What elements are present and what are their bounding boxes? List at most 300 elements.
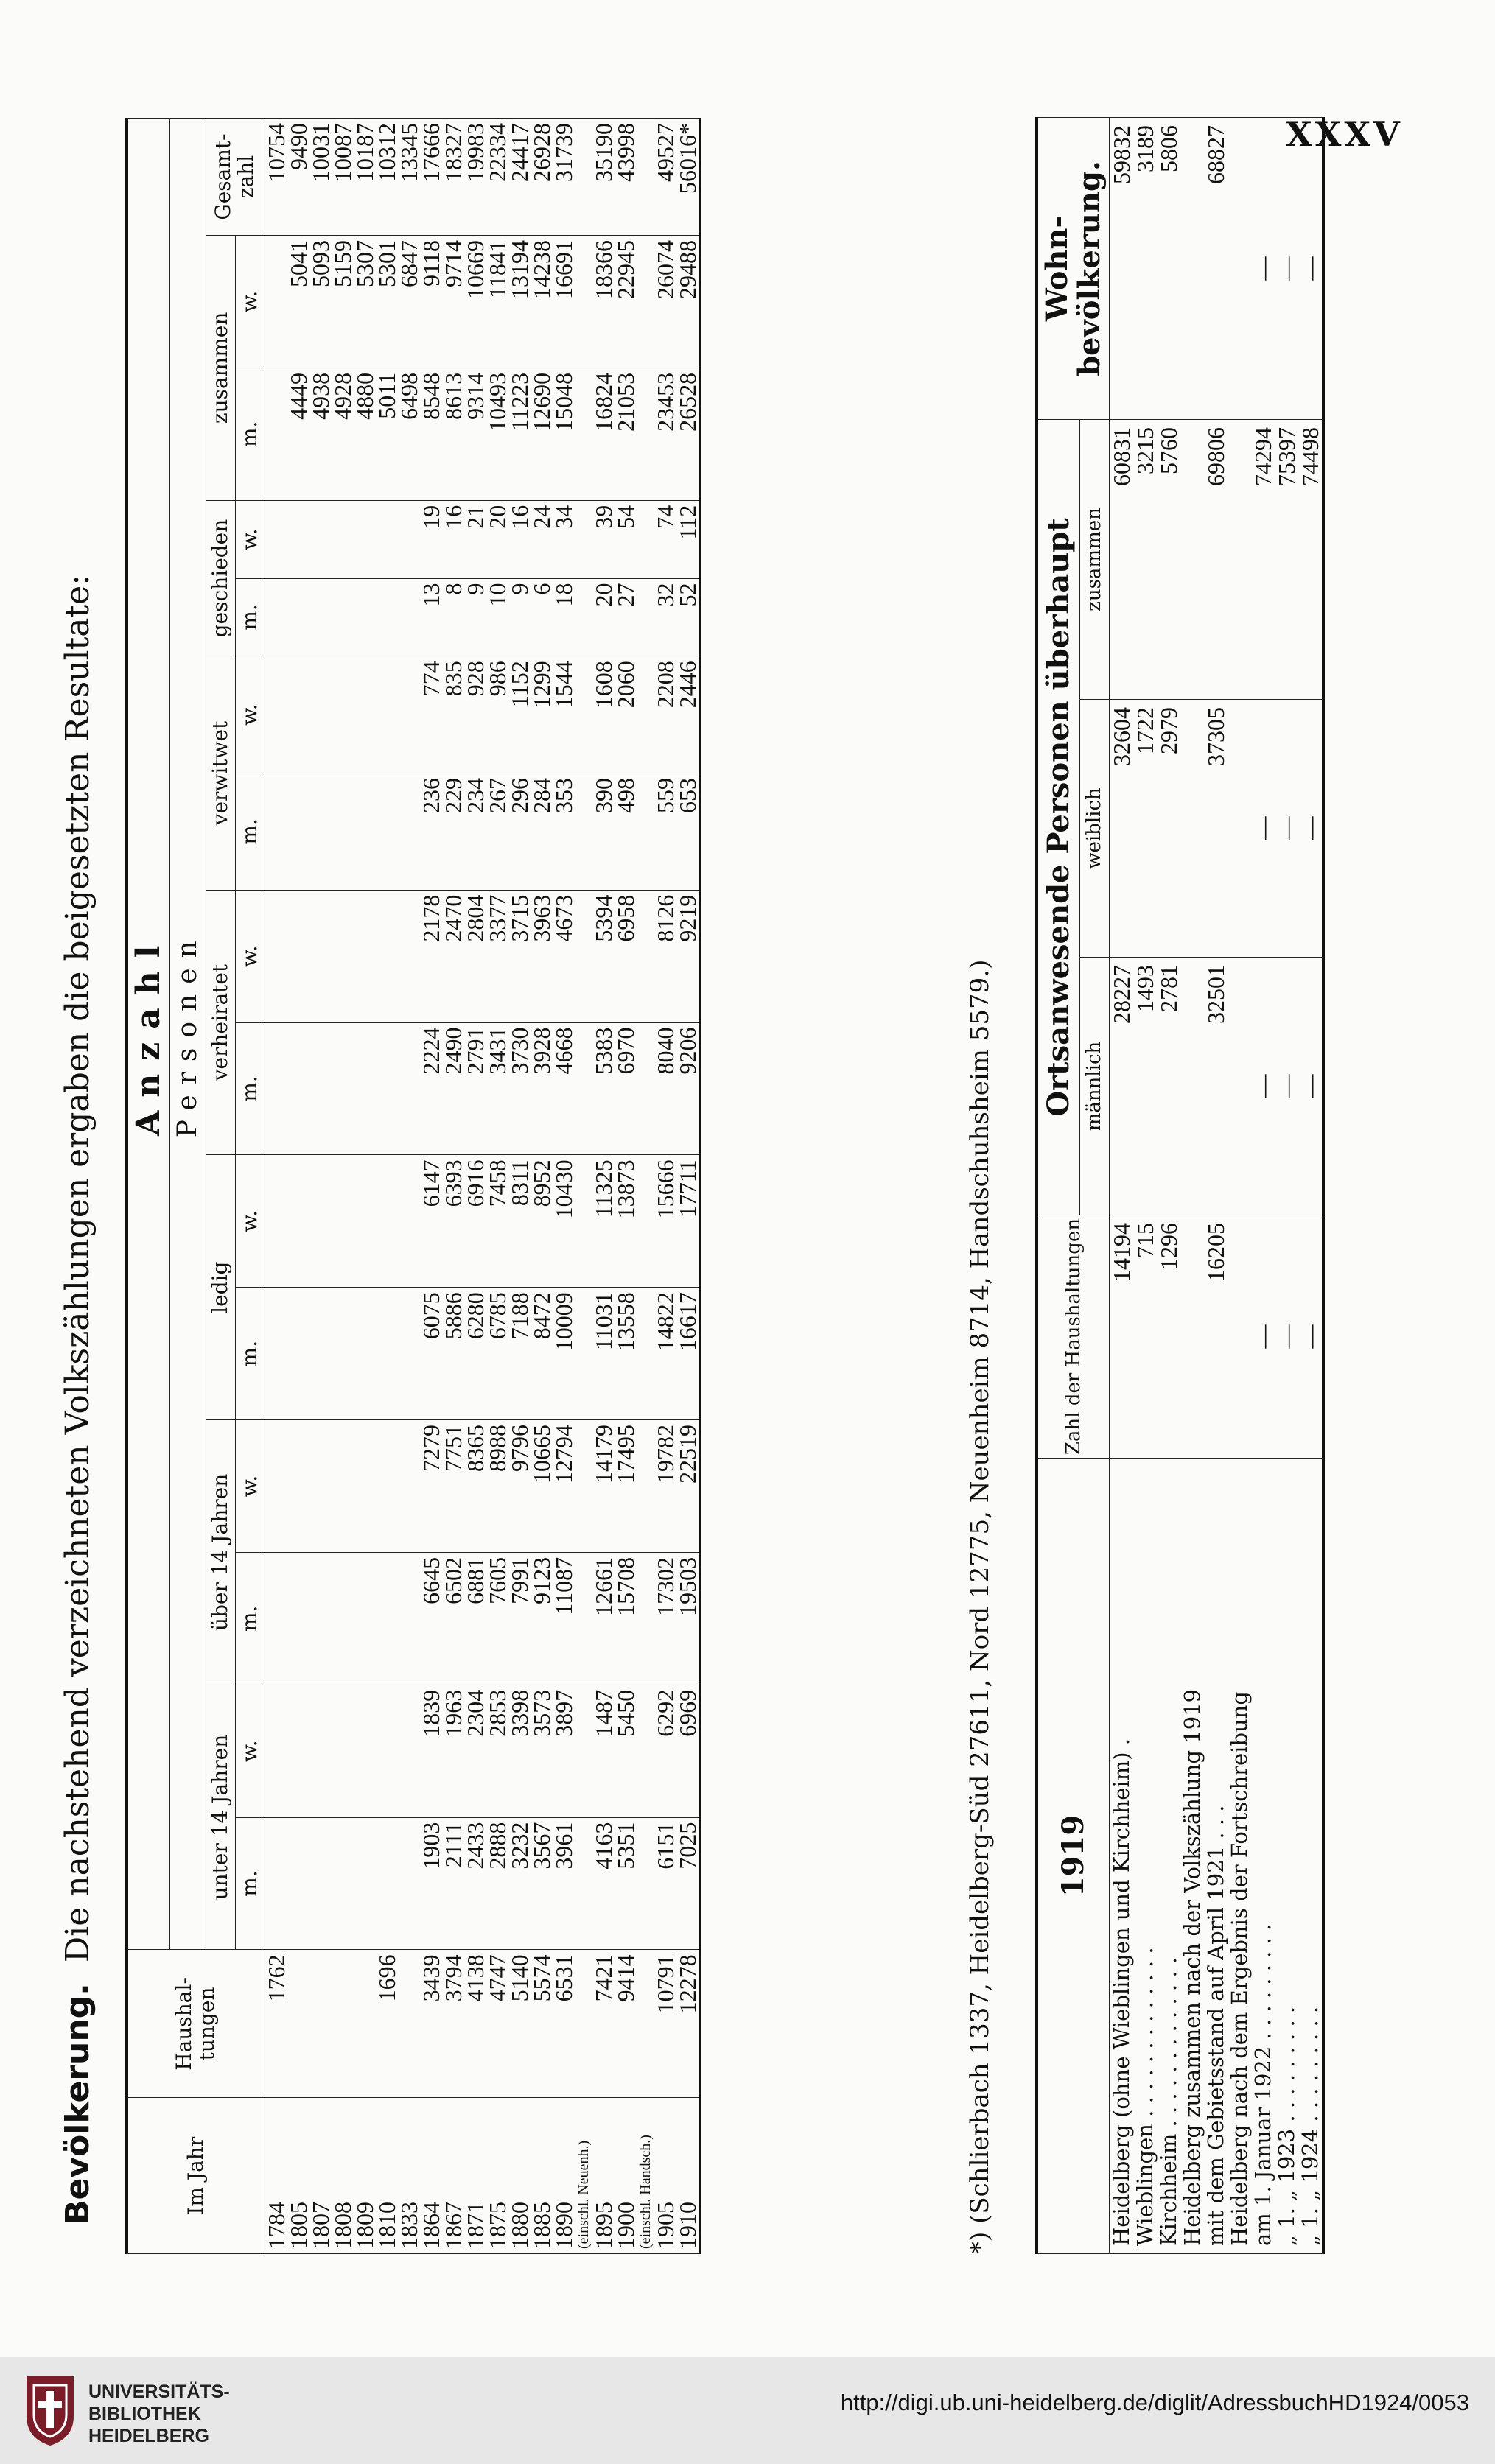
table-cell: 15708 (615, 1552, 637, 1685)
table-row (1228, 118, 1251, 2254)
table-cell: 43998 (615, 119, 637, 236)
table-cell: — (1275, 700, 1298, 958)
year-cell: 1808 (332, 2098, 354, 2254)
table-cell (287, 1817, 309, 1950)
header-m: m. (235, 1022, 265, 1155)
table-row (287, 119, 309, 2254)
table-cell (575, 1022, 592, 1155)
table-cell: 10430 (553, 1155, 575, 1288)
row-label: „ 1. „ 1924 . . . . . . . . . (1298, 1459, 1323, 2254)
table-cell: 5140 (508, 1950, 531, 2098)
table-cell: 8613 (442, 368, 464, 500)
table-cell: 3573 (531, 1685, 553, 1817)
table-cell: 10791 (654, 1950, 676, 2098)
table-cell (332, 1420, 354, 1553)
table-cell: 18 (553, 578, 575, 656)
table-cell: 6958 (615, 890, 637, 1022)
table-cell: 8988 (486, 1420, 508, 1553)
table-cell: 7421 (592, 1950, 615, 2098)
table-cell (1228, 118, 1251, 420)
year-cell: 1871 (464, 2098, 486, 2254)
table-cell (309, 1552, 332, 1685)
table-cell (309, 1420, 332, 1553)
table-cell: 13345 (398, 119, 420, 236)
table-cell (265, 1022, 287, 1155)
table-row (420, 119, 442, 2254)
table-cell: 234 (464, 773, 486, 890)
table-cell: 60831 (1110, 420, 1134, 700)
table-cell (309, 1022, 332, 1155)
table-cell: 6881 (464, 1552, 486, 1685)
table-cell: 8548 (420, 368, 442, 500)
table-cell: — (1298, 1215, 1323, 1459)
table-cell: 59832 (1110, 118, 1134, 420)
table-cell: 6280 (464, 1288, 486, 1420)
table-cell: 1493 (1133, 958, 1157, 1215)
table-cell (575, 1685, 592, 1817)
year-cell: 1833 (398, 2098, 420, 2254)
table-cell: 653 (676, 773, 700, 890)
table-cell (332, 1155, 354, 1288)
table-cell: 69806 (1204, 420, 1228, 700)
table-cell: 9414 (615, 1950, 637, 2098)
table-cell: 4163 (592, 1817, 615, 1950)
table-cell: 4880 (354, 368, 376, 500)
table-cell: 3398 (508, 1685, 531, 1817)
table-cell: 835 (442, 656, 464, 773)
table-cell (1180, 958, 1204, 1215)
table-cell (637, 1288, 654, 1420)
table-cell: 37305 (1204, 700, 1228, 958)
table-cell: 6 (531, 578, 553, 656)
table-cell: 6531 (553, 1950, 575, 2098)
table-cell (265, 578, 287, 656)
col-households: Haushal-tungen (127, 1950, 265, 2098)
table-cell: 1296 (1157, 1215, 1180, 1459)
census-table-body (262, 119, 701, 2254)
table-cell: 5574 (531, 1950, 553, 2098)
page-number: XXXV (1286, 114, 1403, 154)
table-cell (376, 500, 398, 578)
table-cell (575, 1950, 592, 2098)
table-cell: 3961 (553, 1817, 575, 1950)
source-url[interactable]: http://digi.ub.uni-heidelberg.de/diglit/AdressbuchHD1924/0053 (840, 2390, 1469, 2415)
table-cell (398, 1950, 420, 2098)
table-cell (265, 1685, 287, 1817)
table-cell: 12794 (553, 1420, 575, 1553)
header-divorced: geschieden (206, 500, 235, 656)
table-cell: 32501 (1204, 958, 1228, 1215)
table-row (676, 119, 700, 2254)
table-cell: 3963 (531, 890, 553, 1022)
table-cell: 31739 (553, 119, 575, 236)
table-cell (1180, 1215, 1204, 1459)
table-cell (575, 1155, 592, 1288)
table-note-row (637, 119, 654, 2254)
table-cell (398, 1022, 420, 1155)
table-cell: — (1275, 118, 1298, 420)
table-cell: 6969 (676, 1685, 700, 1817)
footer-bar (0, 2357, 1495, 2464)
table-cell: 26528 (676, 368, 700, 500)
table-cell: 7751 (442, 1420, 464, 1553)
table-cell: 2888 (486, 1817, 508, 1950)
table-cell (376, 1288, 398, 1420)
table-cell: 75397 (1275, 420, 1298, 700)
rotated-content (44, 29, 1459, 2328)
table-cell: 9796 (508, 1420, 531, 1553)
table-cell (354, 1552, 376, 1685)
table-cell (637, 1552, 654, 1685)
table-cell (309, 1950, 332, 2098)
table-cell: 2470 (442, 890, 464, 1022)
year-cell: 1809 (354, 2098, 376, 2254)
table-cell (575, 1817, 592, 1950)
table-cell (309, 890, 332, 1022)
table-cell: 18366 (592, 236, 615, 368)
table-cell: 14194 (1110, 1215, 1134, 1459)
table-cell: 2224 (420, 1022, 442, 1155)
table-cell (575, 500, 592, 578)
table-cell (332, 656, 354, 773)
table-cell: 5886 (442, 1288, 464, 1420)
table-cell: 3377 (486, 890, 508, 1022)
table-cell: 6847 (398, 236, 420, 368)
table-row (1275, 118, 1298, 2254)
header-together: zusammen (206, 236, 235, 501)
header-w: w. (235, 236, 265, 368)
table-cell (575, 890, 592, 1022)
table-row (1251, 118, 1275, 2254)
table-cell: 9 (508, 578, 531, 656)
header-anzahl: Anzahl (127, 119, 170, 1950)
table-cell: 1608 (592, 656, 615, 773)
table-cell (354, 578, 376, 656)
table-cell: 986 (486, 656, 508, 773)
table-row (376, 119, 398, 2254)
table-cell (637, 236, 654, 368)
table-row (1180, 118, 1204, 2254)
table-cell: 7025 (676, 1817, 700, 1950)
table-cell: 5394 (592, 890, 615, 1022)
table-cell (376, 773, 398, 890)
table-cell (287, 1950, 309, 2098)
table-cell: 17302 (654, 1552, 676, 1685)
table-cell: 7279 (420, 1420, 442, 1553)
table-cell: 11087 (553, 1552, 575, 1685)
table-cell: 1722 (1133, 700, 1157, 958)
table-cell: — (1251, 700, 1275, 958)
table-cell: 56016* (676, 119, 700, 236)
row-label: am 1. Januar 1922 . . . . . . . . . (1251, 1459, 1275, 2254)
table-cell (265, 1288, 287, 1420)
table-cell: 4938 (309, 368, 332, 500)
table-cell: 3897 (553, 1685, 575, 1817)
table-cell: 3232 (508, 1817, 531, 1950)
table-cell: — (1298, 958, 1323, 1215)
table-cell: 10312 (376, 119, 398, 236)
table-cell (637, 1155, 654, 1288)
table-cell (354, 1817, 376, 1950)
table-cell: 28227 (1110, 958, 1134, 1215)
header-m: m. (235, 578, 265, 656)
table-cell: 3215 (1133, 420, 1157, 700)
table-cell: 3928 (531, 1022, 553, 1155)
university-seal-icon (22, 2373, 78, 2447)
table-row (332, 119, 354, 2254)
table-cell: — (1298, 700, 1323, 958)
table-1919-body (1110, 118, 1324, 2254)
table-cell: 2178 (420, 890, 442, 1022)
table-cell (287, 500, 309, 578)
table-cell: 13 (420, 578, 442, 656)
table-cell: 16 (442, 500, 464, 578)
table-cell: 236 (420, 773, 442, 890)
header-over14: über 14 Jahren (206, 1420, 235, 1685)
table-cell: 5093 (309, 236, 332, 368)
header-m: m. (235, 1288, 265, 1420)
row-label: mit dem Gebietsstand auf April 1921 . . . (1204, 1459, 1228, 2254)
table-cell (354, 1155, 376, 1288)
table-cell: 10669 (464, 236, 486, 368)
table-cell: — (1275, 1215, 1298, 1459)
table-cell: 9714 (442, 236, 464, 368)
table-cell: 3730 (508, 1022, 531, 1155)
table-cell (287, 773, 309, 890)
header-w: w. (235, 656, 265, 773)
table-cell (332, 1817, 354, 1950)
header-households: Zahl der Haushaltungen (1037, 1215, 1110, 1459)
row-label: Heidelberg (ohne Wieblingen und Kirchheim) . (1110, 1459, 1134, 2254)
table-cell: 6498 (398, 368, 420, 500)
table-cell: 13873 (615, 1155, 637, 1288)
table-cell: 774 (420, 656, 442, 773)
table-cell: 18327 (442, 119, 464, 236)
table-cell: 6292 (654, 1685, 676, 1817)
table-cell (332, 1950, 354, 2098)
table-cell: 32 (654, 578, 676, 656)
table-cell (575, 236, 592, 368)
table-row (442, 119, 464, 2254)
table-cell: 1963 (442, 1685, 464, 1817)
table-cell: 23453 (654, 368, 676, 500)
table-cell (287, 1552, 309, 1685)
table-row (398, 119, 420, 2254)
table-row (615, 119, 637, 2254)
table-row (654, 119, 676, 2254)
table-cell (398, 578, 420, 656)
table-row (1157, 118, 1180, 2254)
table-cell: 29488 (676, 236, 700, 368)
header-female: weiblich (1079, 700, 1109, 958)
table-cell: 21 (464, 500, 486, 578)
table-row (553, 119, 575, 2254)
table-cell (287, 890, 309, 1022)
table-cell (265, 656, 287, 773)
table-cell: 10087 (332, 119, 354, 236)
table-cell: 8365 (464, 1420, 486, 1553)
table-cell (332, 1552, 354, 1685)
table-cell: 8952 (531, 1155, 553, 1288)
table-cell: 16 (508, 500, 531, 578)
table-cell (398, 656, 420, 773)
year-cell: 1890 (553, 2098, 575, 2254)
table-cell: 52 (676, 578, 700, 656)
table-cell: — (1275, 958, 1298, 1215)
table-cell: 2060 (615, 656, 637, 773)
table-cell: 14822 (654, 1288, 676, 1420)
table-cell: 20 (486, 500, 508, 578)
table-cell: 9123 (531, 1552, 553, 1685)
table-cell (287, 1420, 309, 1553)
table-cell: 21053 (615, 368, 637, 500)
header-resident-population: Wohn-bevölkerung. (1037, 118, 1110, 420)
table-cell (376, 890, 398, 1022)
table-cell: 5383 (592, 1022, 615, 1155)
table-cell: 5351 (615, 1817, 637, 1950)
table-cell: 74498 (1298, 420, 1323, 700)
header-w: w. (235, 500, 265, 578)
table-cell: 22334 (486, 119, 508, 236)
table-cell: 8311 (508, 1155, 531, 1288)
table-cell (309, 656, 332, 773)
header-w: w. (235, 890, 265, 1022)
table-cell: 715 (1133, 1215, 1157, 1459)
header-1919: 1919 (1037, 1459, 1110, 2254)
table-cell: 16691 (553, 236, 575, 368)
table-cell: 498 (615, 773, 637, 890)
table-cell (637, 1420, 654, 1553)
table-cell (1180, 420, 1204, 700)
table-1919 (1035, 117, 1325, 2254)
table-cell: 7605 (486, 1552, 508, 1685)
row-label: Kirchheim . . . . . . . . . . . . . (1157, 1459, 1180, 2254)
table-cell (354, 1420, 376, 1553)
year-cell: 1895 (592, 2098, 615, 2254)
table-cell: 10754 (265, 119, 287, 236)
header-m: m. (235, 773, 265, 890)
table-cell (637, 578, 654, 656)
table-cell: 19983 (464, 119, 486, 236)
table-cell: 12278 (676, 1950, 700, 2098)
footnote: *) (Schlierbach 1337, Heidelberg-Süd 27611, Nord 12775, Neuenheim 8714, Handschuhsheim 5579.) (965, 959, 995, 2254)
table-cell (265, 1817, 287, 1950)
table-cell (637, 656, 654, 773)
table-cell: 16205 (1204, 1215, 1228, 1459)
header-w: w. (235, 1420, 265, 1553)
table-cell (575, 1288, 592, 1420)
table-cell: 68827 (1204, 118, 1228, 420)
table-cell: 11031 (592, 1288, 615, 1420)
table-cell: 7188 (508, 1288, 531, 1420)
table-row (354, 119, 376, 2254)
table-cell: 6502 (442, 1552, 464, 1685)
table-cell (287, 1022, 309, 1155)
header-personen: Personen (170, 119, 206, 1950)
table-cell: 6393 (442, 1155, 464, 1288)
table-cell: 5450 (615, 1685, 637, 1817)
table-cell (354, 1685, 376, 1817)
year-cell: 1784 (265, 2098, 287, 2254)
table-cell: 8472 (531, 1288, 553, 1420)
table-cell: 10 (486, 578, 508, 656)
table-cell (398, 1420, 420, 1553)
table-cell (637, 1817, 654, 1950)
table-cell: 3567 (531, 1817, 553, 1950)
table-cell (354, 1288, 376, 1420)
table-cell: 6970 (615, 1022, 637, 1155)
table-cell: 5307 (354, 236, 376, 368)
year-cell: 1880 (508, 2098, 531, 2254)
table-cell: 9206 (676, 1022, 700, 1155)
header-m: m. (235, 1817, 265, 1950)
table-cell (287, 1685, 309, 1817)
table-cell: 5806 (1157, 118, 1180, 420)
table-cell: — (1251, 1215, 1275, 1459)
table-cell (287, 1288, 309, 1420)
table-cell: 112 (676, 500, 700, 578)
table-cell: 49527 (654, 119, 676, 236)
header-present-persons: Ortsanwesende Personen überhaupt (1037, 420, 1079, 1215)
table-cell (265, 890, 287, 1022)
table-cell: 390 (592, 773, 615, 890)
table-cell: 13194 (508, 236, 531, 368)
row-label: Wieblingen . . . . . . . . . . . . . (1133, 1459, 1157, 2254)
table-note-row (575, 119, 592, 2254)
table-cell: 74294 (1251, 420, 1275, 700)
table-cell: 10493 (486, 368, 508, 500)
table-cell: 15666 (654, 1155, 676, 1288)
table-cell: 10665 (531, 1420, 553, 1553)
table-cell: 2111 (442, 1817, 464, 1950)
row-label: „ 1. „ 1923 . . . . . . . . . (1275, 1459, 1298, 2254)
table-cell: 3715 (508, 890, 531, 1022)
header-total: Gesamt-zahl (206, 119, 265, 236)
table-cell: 12690 (531, 368, 553, 500)
table-cell (354, 773, 376, 890)
table-cell: 8 (442, 578, 464, 656)
table-cell: 353 (553, 773, 575, 890)
table-cell: 2490 (442, 1022, 464, 1155)
table-cell (287, 1155, 309, 1288)
table-cell (354, 500, 376, 578)
table-cell (309, 1685, 332, 1817)
table-cell: 11223 (508, 368, 531, 500)
table-cell (332, 773, 354, 890)
header-m: m. (235, 368, 265, 500)
header-under14: unter 14 Jahren (206, 1685, 235, 1950)
heading-title: Bevölkerung. (59, 1983, 97, 2225)
table-row (464, 119, 486, 2254)
table-cell: 5760 (1157, 420, 1180, 700)
table-cell: 9 (464, 578, 486, 656)
table-cell: 24 (531, 500, 553, 578)
table-cell: 267 (486, 773, 508, 890)
table-cell (309, 578, 332, 656)
year-cell: 1867 (442, 2098, 464, 2254)
table-cell (354, 1022, 376, 1155)
table-row (265, 119, 287, 2254)
table-cell (637, 890, 654, 1022)
table-note: (einschl. Handsch.) (637, 2098, 654, 2254)
table-cell: 19782 (654, 1420, 676, 1553)
table-cell (354, 1950, 376, 2098)
table-cell (265, 773, 287, 890)
year-cell: 1864 (420, 2098, 442, 2254)
table-cell: 1152 (508, 656, 531, 773)
table-cell: 16824 (592, 368, 615, 500)
header-male: männlich (1079, 958, 1109, 1215)
